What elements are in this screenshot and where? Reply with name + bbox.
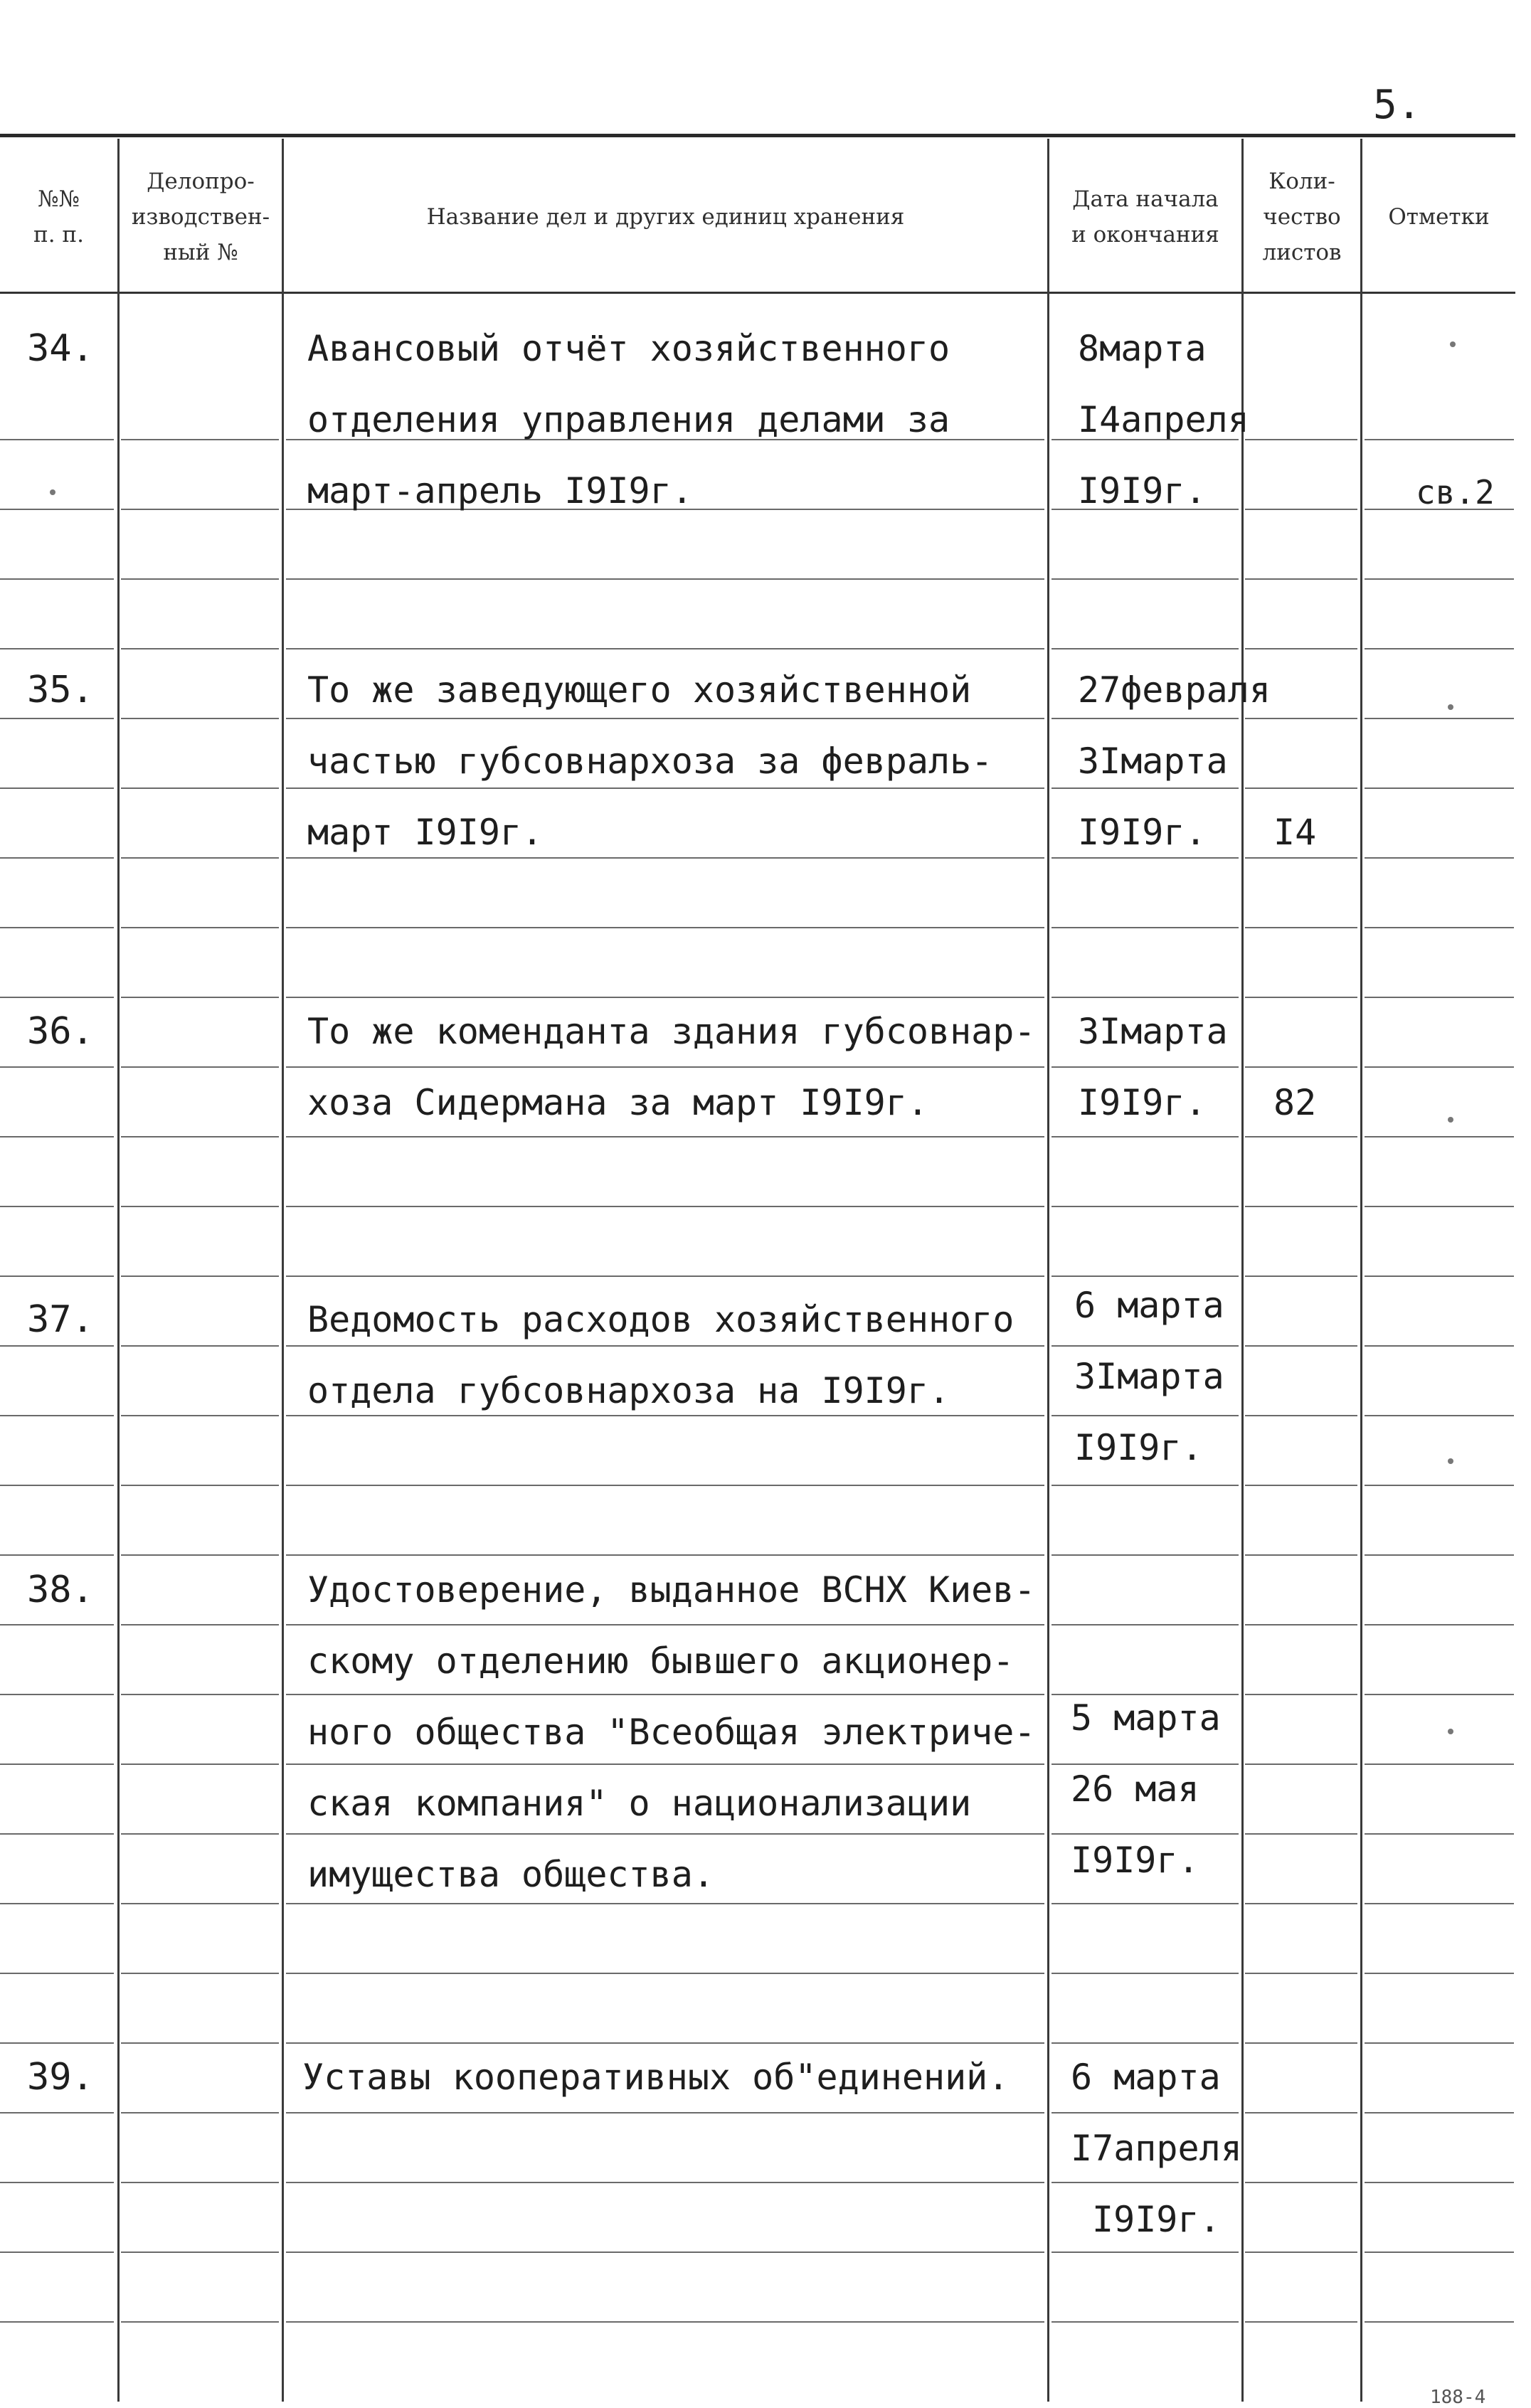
ruled-line	[1051, 927, 1239, 928]
ruled-line	[1365, 2182, 1514, 2183]
row-number: 35.	[27, 669, 94, 711]
ruled-line	[121, 1485, 279, 1486]
ruled-line	[286, 1554, 1044, 1556]
row-date-line: 6 марта	[1074, 1285, 1224, 1326]
ruled-line	[0, 578, 114, 580]
ruled-line	[1245, 2321, 1357, 2323]
ruled-line	[0, 1694, 114, 1695]
ruled-line	[286, 2251, 1044, 2253]
ruled-line	[1365, 1763, 1514, 1765]
ruled-line	[1245, 1763, 1357, 1765]
ruled-line	[121, 1973, 279, 1974]
scan-speck	[1450, 341, 1456, 347]
ruled-line	[286, 1833, 1044, 1835]
ruled-line	[1051, 1345, 1239, 1347]
ruled-line	[1365, 439, 1514, 440]
column-divider-4	[1241, 139, 1244, 2402]
row-date-line: 3Iмарта	[1074, 1356, 1224, 1397]
row-title-line: отдела губсовнархоза на I9I9г.	[307, 1370, 950, 1411]
ruled-line	[121, 1415, 279, 1416]
ruled-line	[1245, 2042, 1357, 2044]
ruled-line	[286, 1206, 1044, 1207]
ruled-line	[121, 718, 279, 719]
ruled-line	[1245, 578, 1357, 580]
ruled-line	[1365, 997, 1514, 998]
row-title-line: март I9I9г.	[307, 812, 544, 853]
ruled-line	[286, 1415, 1044, 1416]
ruled-line	[0, 787, 114, 789]
ruled-line	[0, 2042, 114, 2044]
ruled-line	[121, 927, 279, 928]
header-dates: Дата начала и окончания	[1071, 186, 1219, 248]
ruled-line	[1365, 578, 1514, 580]
header-office-number: Делопро- изводствен- ный №	[131, 169, 270, 265]
row-date-line: I7апреля	[1071, 2128, 1242, 2169]
ruled-line	[1245, 1973, 1357, 1974]
ruled-line	[1365, 787, 1514, 789]
ruled-line	[0, 1903, 114, 1904]
row-number: 37.	[27, 1298, 94, 1341]
header-sheet-count: Коли- чество листов	[1262, 169, 1342, 265]
row-note: св.2	[1416, 473, 1495, 511]
row-number: 36.	[27, 1010, 94, 1053]
ruled-line	[286, 1624, 1044, 1625]
header-notes: Отметки	[1388, 204, 1490, 230]
ruled-line	[0, 997, 114, 998]
ruled-line	[286, 2042, 1044, 2044]
ruled-line	[121, 1763, 279, 1765]
ruled-line	[0, 1066, 114, 1068]
ruled-line	[121, 2321, 279, 2323]
ruled-line	[1365, 1136, 1514, 1137]
row-number: 38.	[27, 1569, 94, 1611]
ruled-line	[1365, 2321, 1514, 2323]
ruled-line	[1051, 1624, 1239, 1625]
row-number: 39.	[27, 2056, 94, 2099]
ruled-line	[286, 578, 1044, 580]
table-top-border	[0, 134, 1515, 137]
ruled-line	[1051, 1206, 1239, 1207]
ruled-line	[1051, 648, 1239, 649]
ruled-line	[1051, 718, 1239, 719]
row-title-line: скому отделению бывшего акционер-	[307, 1640, 1015, 1682]
ruled-line	[121, 1206, 279, 1207]
ruled-line	[121, 648, 279, 649]
ruled-line	[0, 439, 114, 440]
ruled-line	[1245, 648, 1357, 649]
ruled-line	[1245, 2182, 1357, 2183]
row-date-line: 26 мая	[1071, 1768, 1199, 1810]
ruled-line	[286, 718, 1044, 719]
ruled-line	[286, 927, 1044, 928]
ruled-line	[1245, 1833, 1357, 1835]
ruled-line	[1245, 1136, 1357, 1137]
ruled-line	[1365, 1694, 1514, 1695]
ruled-line	[0, 1206, 114, 1207]
ruled-line	[1245, 1624, 1357, 1625]
ruled-line	[1245, 997, 1357, 998]
ruled-line	[286, 787, 1044, 789]
ruled-line	[1365, 1206, 1514, 1207]
ruled-line	[121, 2182, 279, 2183]
column-divider-1	[117, 139, 120, 2402]
row-title-line: То же заведующего хозяйственной	[307, 669, 972, 711]
scan-speck	[50, 489, 55, 495]
ruled-line	[0, 1415, 114, 1416]
ruled-line	[286, 648, 1044, 649]
ruled-line	[1365, 2112, 1514, 2113]
ruled-line	[286, 2112, 1044, 2113]
row-date-line: I9I9г.	[1078, 470, 1207, 511]
ruled-line	[1051, 2042, 1239, 2044]
row-sheet-count: 82	[1273, 1082, 1317, 1123]
ruled-line	[0, 1485, 114, 1486]
column-divider-2	[282, 139, 284, 2402]
ruled-line	[1245, 1275, 1357, 1277]
header-number: №№ п. п.	[33, 186, 84, 248]
ruled-line	[0, 1554, 114, 1556]
ruled-line	[121, 1694, 279, 1695]
ruled-line	[0, 927, 114, 928]
ruled-line	[286, 1275, 1044, 1277]
ruled-line	[1365, 1066, 1514, 1068]
ruled-line	[1245, 1903, 1357, 1904]
row-title-line: имущества общества.	[307, 1854, 714, 1895]
ruled-line	[1245, 718, 1357, 719]
ruled-line	[121, 578, 279, 580]
ruled-line	[1365, 2042, 1514, 2044]
ruled-line	[0, 1833, 114, 1835]
scan-speck	[1448, 1729, 1453, 1734]
row-title-line: хоза Сидермана за март I9I9г.	[307, 1082, 928, 1123]
row-title-line: Авансовый отчёт хозяйственного	[307, 328, 950, 369]
ruled-line	[121, 509, 279, 510]
ruled-line	[121, 857, 279, 859]
ruled-line	[1365, 1973, 1514, 1974]
ruled-line	[286, 1345, 1044, 1347]
ruled-line	[1245, 1694, 1357, 1695]
ruled-line	[286, 1485, 1044, 1486]
ruled-line	[0, 509, 114, 510]
ruled-line	[1365, 1554, 1514, 1556]
ruled-line	[286, 1066, 1044, 1068]
ruled-line	[1051, 1763, 1239, 1765]
ruled-line	[1245, 509, 1357, 510]
row-title-line: Ведомость расходов хозяйственного	[307, 1299, 1015, 1340]
ruled-line	[1051, 1903, 1239, 1904]
ruled-line	[1365, 1833, 1514, 1835]
ruled-line	[1365, 1903, 1514, 1904]
ruled-line	[0, 1136, 114, 1137]
ruled-line	[286, 2182, 1044, 2183]
ruled-line	[121, 1345, 279, 1347]
row-sheet-count: I4	[1273, 812, 1317, 853]
ruled-line	[0, 2321, 114, 2323]
ruled-line	[1365, 927, 1514, 928]
ruled-line	[121, 439, 279, 440]
row-date-line: 8марта	[1078, 328, 1207, 369]
ruled-line	[1051, 1136, 1239, 1137]
ruled-line	[286, 1903, 1044, 1904]
ruled-line	[1365, 857, 1514, 859]
ruled-line	[1245, 1345, 1357, 1347]
footer-mark: 188-4	[1430, 2387, 1486, 2408]
ruled-line	[121, 1624, 279, 1625]
ruled-line	[121, 1275, 279, 1277]
ruled-line	[1051, 1694, 1239, 1695]
ruled-line	[1245, 1485, 1357, 1486]
ruled-line	[1051, 1833, 1239, 1835]
row-number: 34.	[27, 327, 94, 370]
row-title-line: ного общества "Всеобщая электриче-	[307, 1712, 1036, 1753]
ruled-line	[0, 1345, 114, 1347]
ruled-line	[286, 997, 1044, 998]
ruled-line	[1051, 997, 1239, 998]
ruled-line	[286, 2321, 1044, 2323]
ruled-line	[1365, 2251, 1514, 2253]
ruled-line	[1245, 1206, 1357, 1207]
ruled-line	[1365, 1345, 1514, 1347]
ruled-line	[0, 857, 114, 859]
ruled-line	[121, 1903, 279, 1904]
ruled-line	[1245, 2112, 1357, 2113]
row-date-line: I9I9г.	[1071, 1840, 1199, 1881]
column-divider-5	[1360, 139, 1362, 2402]
ruled-line	[286, 1763, 1044, 1765]
ruled-line	[1245, 2251, 1357, 2253]
ruled-line	[0, 2112, 114, 2113]
ruled-line	[1051, 2182, 1239, 2183]
ruled-line	[1051, 2321, 1239, 2323]
ruled-line	[286, 1973, 1044, 1974]
ruled-line	[286, 857, 1044, 859]
scan-speck	[1448, 1117, 1453, 1123]
ruled-line	[1245, 1066, 1357, 1068]
ruled-line	[1245, 927, 1357, 928]
ruled-line	[121, 1554, 279, 1556]
row-date-line: I9I9г.	[1078, 1082, 1207, 1123]
ruled-line	[286, 1136, 1044, 1137]
ruled-line	[121, 1136, 279, 1137]
ruled-line	[121, 2042, 279, 2044]
ruled-line	[1365, 1415, 1514, 1416]
ruled-line	[1051, 1973, 1239, 1974]
row-date-line: I9I9г.	[1092, 2199, 1221, 2240]
ruled-line	[1245, 857, 1357, 859]
column-divider-3	[1047, 139, 1049, 2402]
row-title-line: То же коменданта здания губсовнар-	[307, 1011, 1036, 1052]
row-title-line: частью губсовнархоза за февраль-	[307, 741, 993, 782]
ruled-line	[1365, 1485, 1514, 1486]
header-bottom-border	[0, 292, 1515, 294]
ruled-line	[121, 2112, 279, 2113]
ruled-line	[1245, 1554, 1357, 1556]
scan-speck	[1448, 1458, 1453, 1464]
ruled-line	[121, 787, 279, 789]
header-title: Название дел и других единиц хранения	[426, 204, 905, 230]
row-title-line: Уставы кооперативных об"единений.	[302, 2057, 1010, 2098]
ruled-line	[1051, 857, 1239, 859]
ruled-line	[0, 648, 114, 649]
row-date-line: 6 марта	[1071, 2057, 1221, 2098]
ruled-line	[1051, 2112, 1239, 2113]
ruled-line	[0, 2251, 114, 2253]
row-title-line: март-апрель I9I9г.	[307, 470, 693, 511]
ruled-line	[0, 1973, 114, 1974]
ruled-line	[1051, 2251, 1239, 2253]
ruled-line	[121, 997, 279, 998]
ruled-line	[1051, 578, 1239, 580]
row-title-line: отделения управления делами за	[307, 399, 950, 440]
ruled-line	[286, 1694, 1044, 1695]
row-title-line: ская компания" о национализации	[307, 1783, 972, 1824]
ruled-line	[1051, 787, 1239, 789]
ruled-line	[1051, 1275, 1239, 1277]
ruled-line	[0, 2182, 114, 2183]
ruled-line	[1245, 1415, 1357, 1416]
ruled-line	[1051, 1066, 1239, 1068]
ruled-line	[1051, 1485, 1239, 1486]
ruled-line	[0, 1763, 114, 1765]
ruled-line	[121, 1066, 279, 1068]
row-date-line: 3Iмарта	[1078, 1011, 1228, 1052]
ruled-line	[0, 718, 114, 719]
ruled-line	[0, 1275, 114, 1277]
ruled-line	[1365, 1624, 1514, 1625]
scan-speck	[1448, 704, 1453, 710]
ruled-line	[121, 1833, 279, 1835]
row-date-line: 27февраля	[1078, 669, 1271, 711]
page-number: 5.	[1373, 82, 1421, 128]
row-date-line: I4апреля	[1078, 399, 1249, 440]
ruled-line	[1051, 1415, 1239, 1416]
ruled-line	[0, 1624, 114, 1625]
row-date-line: 5 марта	[1071, 1697, 1221, 1739]
ruled-line	[1365, 1275, 1514, 1277]
ruled-line	[121, 2251, 279, 2253]
ruled-line	[1051, 1554, 1239, 1556]
row-date-line: 3Iмарта	[1078, 741, 1228, 782]
ruled-line	[1245, 439, 1357, 440]
row-title-line: Удостоверение, выданное ВСНХ Киев-	[307, 1569, 1036, 1611]
ruled-line	[1365, 648, 1514, 649]
row-date-line: I9I9г.	[1074, 1427, 1203, 1468]
row-date-line: I9I9г.	[1078, 812, 1207, 853]
ruled-line	[1365, 718, 1514, 719]
ruled-line	[1245, 787, 1357, 789]
